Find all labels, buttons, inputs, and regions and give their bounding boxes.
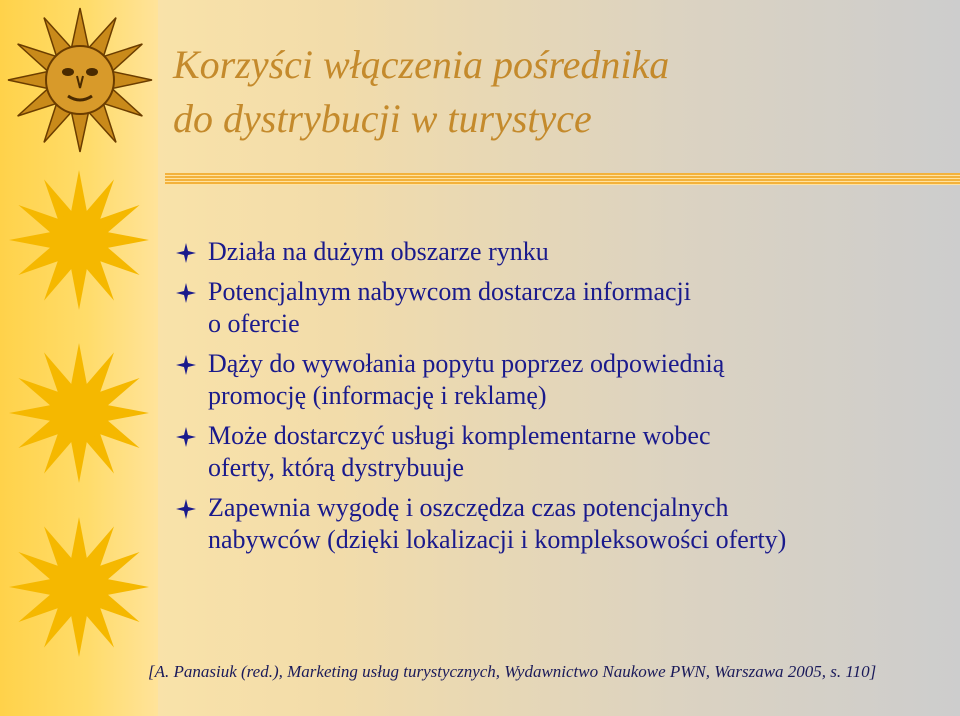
- sun-icon: [4, 338, 154, 488]
- slide-title: [173, 38, 669, 146]
- decorative-sun-strip: [0, 0, 158, 716]
- sun-icon: [4, 165, 154, 315]
- four-point-star-icon: [176, 243, 196, 263]
- sun-icon: [4, 512, 154, 662]
- bullet-text-line: nabywców (dzięki lokalizacji i kompleksowości oferty): [208, 525, 787, 554]
- bullet-text-line: Może dostarczyć usługi komplementarne wobec: [208, 421, 711, 450]
- bullet-item: [176, 492, 956, 556]
- bullet-item: [176, 348, 956, 412]
- bullet-text-line: Dąży do wywołania popytu poprzez odpowiednią: [208, 349, 725, 378]
- bullet-list: [176, 236, 956, 564]
- bullet-text-line: o ofercie: [208, 309, 300, 338]
- sun-face-icon: [5, 5, 155, 155]
- bullet-text-line: Zapewnia wygodę i oszczędza czas potencjalnych: [208, 493, 729, 522]
- title-divider: [165, 173, 960, 185]
- four-point-star-icon: [176, 355, 196, 375]
- bullet-item: [176, 420, 956, 484]
- four-point-star-icon: [176, 499, 196, 519]
- slide-title-line: do dystrybucji w turystyce: [173, 96, 592, 141]
- bullet-item: [176, 236, 956, 268]
- bullet-text-line: Potencjalnym nabywcom dostarcza informacji: [208, 277, 692, 306]
- four-point-star-icon: [176, 427, 196, 447]
- four-point-star-icon: [176, 283, 196, 303]
- bullet-text-line: promocję (informację i reklamę): [208, 381, 547, 410]
- bullet-item: [176, 276, 956, 340]
- slide-title-line: Korzyści włączenia pośrednika: [173, 42, 670, 87]
- source-citation: [A. Panasiuk (red.), Marketing usług turystycznych, Wydawnictwo Naukowe PWN, Warszawa 2005, s. 110]: [148, 662, 877, 681]
- bullet-text-line: oferty, którą dystrybuuje: [208, 453, 465, 482]
- bullet-text-line: Działa na dużym obszarze rynku: [208, 237, 549, 266]
